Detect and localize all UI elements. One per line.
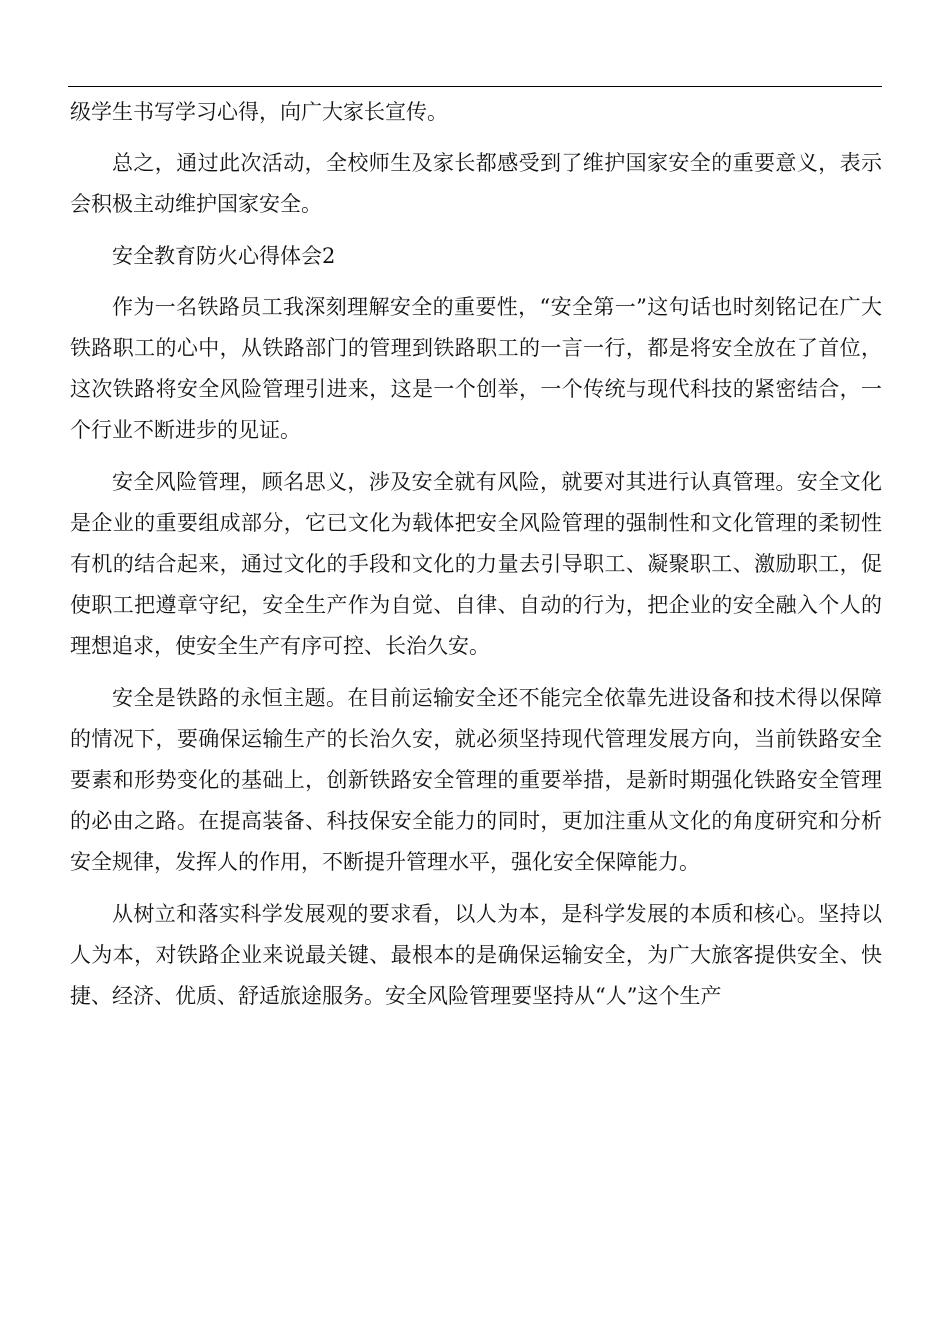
paragraph: 从树立和落实科学发展观的要求看，以人为本，是科学发展的本质和核心。坚持以人为本，对铁路企业来说最关键、最根本的是确保运输安全，为广大旅客提供安全、快捷、经济、优质、舒适旅途服务。安全风险管理要坚持从“人”这个生产 (70, 901, 882, 1009)
document-body (70, 92, 882, 1017)
header-rule (68, 86, 882, 87)
paragraph: 安全是铁路的永恒主题。在目前运输安全还不能完全依靠先进设备和技术得以保障的情况下，要确保运输生产的长治久安，就必须坚持现代管理发展方向，当前铁路安全要素和形势变化的基础上，创新铁路安全管理的重要举措，是新时期强化铁路安全管理的必由之路。在提高装备、科技保安全能力的同时，更加注重从文化的角度研究和分析安全规律，发挥人的作用，不断提升管理水平，强化安全保障能力。 (70, 685, 882, 875)
section-heading: 安全教育防火心得体会2 (112, 243, 336, 268)
paragraph: 作为一名铁路员工我深刻理解安全的重要性，“安全第一”这句话也时刻铭记在广大铁路职工的心中，从铁路部门的管理到铁路职工的一言一行，都是将安全放在了首位，这次铁路将安全风险管理引进来，这是一个创举，一个传统与现代科技的紧密结合，一个行业不断进步的见证。 (70, 294, 882, 443)
paragraph-continuation: 级学生书写学习心得，向广大家长宣传。 (70, 100, 448, 124)
paragraph-conclusion: 总之，通过此次活动，全校师生及家长都感受到了维护国家安全的重要意义，表示会积极主动维护国家安全。 (70, 151, 882, 217)
paragraph: 安全风险管理，顾名思义，涉及安全就有风险，就要对其进行认真管理。安全文化是企业的重要组成部分，它已文化为载体把安全风险管理的强制性和文化管理的柔韧性有机的结合起来，通过文化的手段和文化的力量去引导职工、凝聚职工、激励职工，促使职工把遵章守纪，安全生产作为自觉、自律、自动的行为，把企业的安全融入个人的理想追求，使安全生产有序可控、长治久安。 (70, 469, 882, 659)
